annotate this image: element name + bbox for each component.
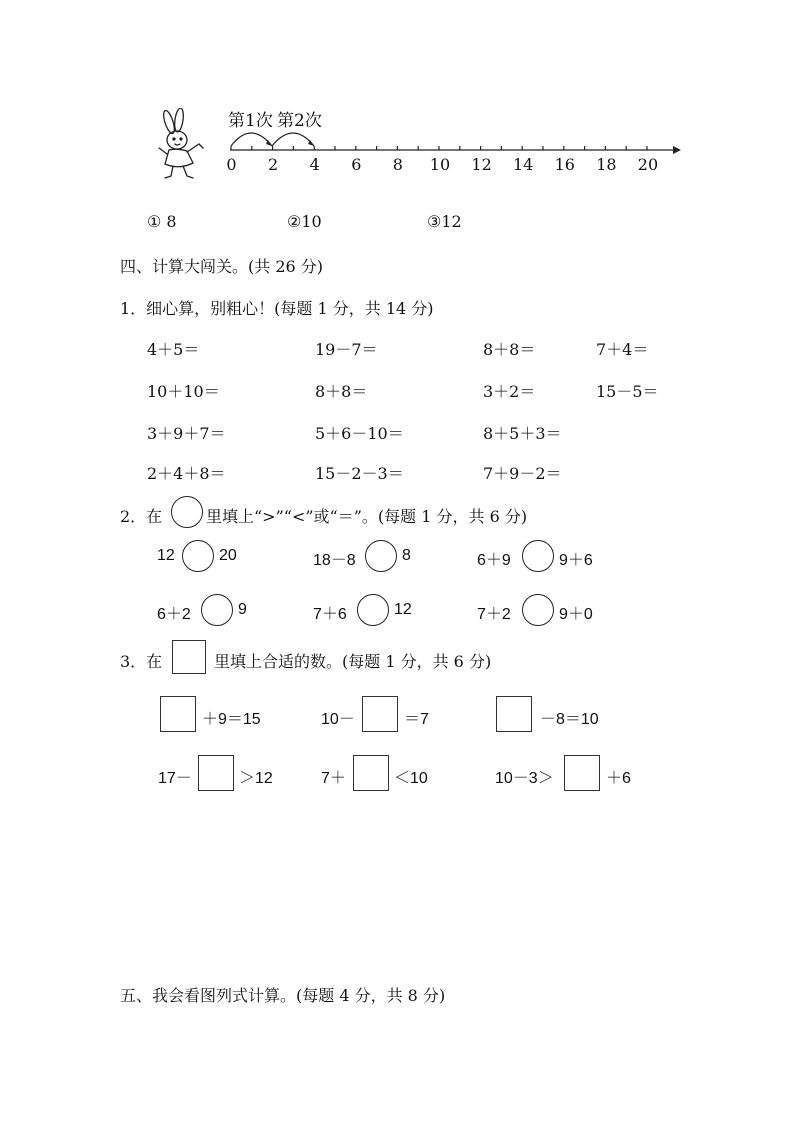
compare-circle[interactable] [522,540,554,572]
answer-box[interactable] [198,755,234,791]
q1-item: 7＋9－2＝ [483,464,562,483]
q1-item: 8＋8＝ [483,340,536,359]
q2-right: 9＋6 [559,552,593,569]
q1-item: 4＋5＝ [147,340,200,359]
q2-right: 20 [219,547,237,564]
q1-item: 19－7＝ [315,340,378,359]
q2-left: 12 [157,547,175,564]
q2-right: 9 [238,601,247,618]
option-3: ③12 [427,212,462,231]
q2-left: 18－8 [313,552,356,569]
q1-item: 5＋6－10＝ [315,424,404,443]
q3-right: －8＝10 [540,711,599,728]
q1-item: 15－5＝ [596,382,659,401]
tick-label: 8 [392,155,403,174]
q2-left: 7＋2 [477,606,511,623]
q1-title: 1．细心算，别粗心！(每题 1 分，共 14 分) [120,299,434,318]
answer-box[interactable] [353,755,389,791]
q3-right: ＋6 [606,770,631,787]
q3-left: 10－ [321,711,355,728]
q1-item: 10＋10＝ [147,382,220,401]
arrow-head-icon [673,146,681,154]
q3-left: 10－3＞ [495,770,554,787]
answer-box[interactable] [564,755,600,791]
q2-left: 6＋2 [157,606,191,623]
title-circle-icon [171,496,203,528]
compare-circle[interactable] [201,594,233,626]
tick-label: 16 [554,155,575,174]
q1-item: 3＋2＝ [483,382,536,401]
tick-label: 6 [351,155,362,174]
answer-box[interactable] [362,696,398,732]
q2-left: 7＋6 [313,606,347,623]
tick-label: 14 [513,155,534,174]
answer-box[interactable] [160,696,196,732]
option-2: ②10 [287,212,322,231]
q3-right: ＝7 [404,711,429,728]
jump-arc-1 [231,133,272,146]
q1-item: 3＋9＋7＝ [147,424,226,443]
q3-right: ＞12 [239,770,273,787]
tick-label: 12 [471,155,492,174]
compare-circle[interactable] [522,594,554,626]
section4-title: 四、计算大闯关。(共 26 分) [120,257,324,276]
jump-arc-2 [272,133,314,146]
tick-label: 18 [596,155,617,174]
title-box-icon [172,640,206,674]
jump-label-1: 第1次 [228,111,273,131]
q1-item: 7＋4＝ [596,340,649,359]
rabbit-illustration [155,108,211,182]
q2-right: 12 [394,601,412,618]
q2-left: 6＋9 [477,552,511,569]
compare-circle[interactable] [182,540,214,572]
tick-label: 4 [309,155,320,174]
tick-label: 20 [637,155,659,174]
q2-title-prefix: 2．在 [120,507,163,526]
answer-box[interactable] [496,696,532,732]
option-1: ① 8 [147,212,177,231]
compare-circle[interactable] [357,594,389,626]
q1-item: 2＋4＋8＝ [147,464,226,483]
q1-item: 8＋5＋3＝ [483,424,562,443]
q3-right: ＋9＝15 [202,711,261,728]
q3-title-prefix: 3．在 [120,652,163,671]
q3-left: 7＋ [321,770,346,787]
q2-title-suffix: 里填上“>”“<”或“＝”。(每题 1 分，共 6 分) [206,507,528,526]
compare-circle[interactable] [365,540,397,572]
jump-label-2: 第2次 [277,111,322,131]
q3-title-suffix: 里填上合适的数。(每题 1 分，共 6 分) [214,652,492,671]
q2-right: 9＋0 [559,606,593,623]
tick-label: 2 [268,155,279,174]
q1-item: 15－2－3＝ [315,464,404,483]
tick-label: 10 [429,155,451,174]
section5-title: 五、我会看图列式计算。(每题 4 分，共 8 分) [120,986,446,1005]
q3-left: 17－ [158,770,192,787]
tick-label: 0 [226,155,237,174]
q2-right: 8 [402,547,411,564]
q1-item: 8＋8＝ [315,382,368,401]
q3-right: ＜10 [394,770,428,787]
